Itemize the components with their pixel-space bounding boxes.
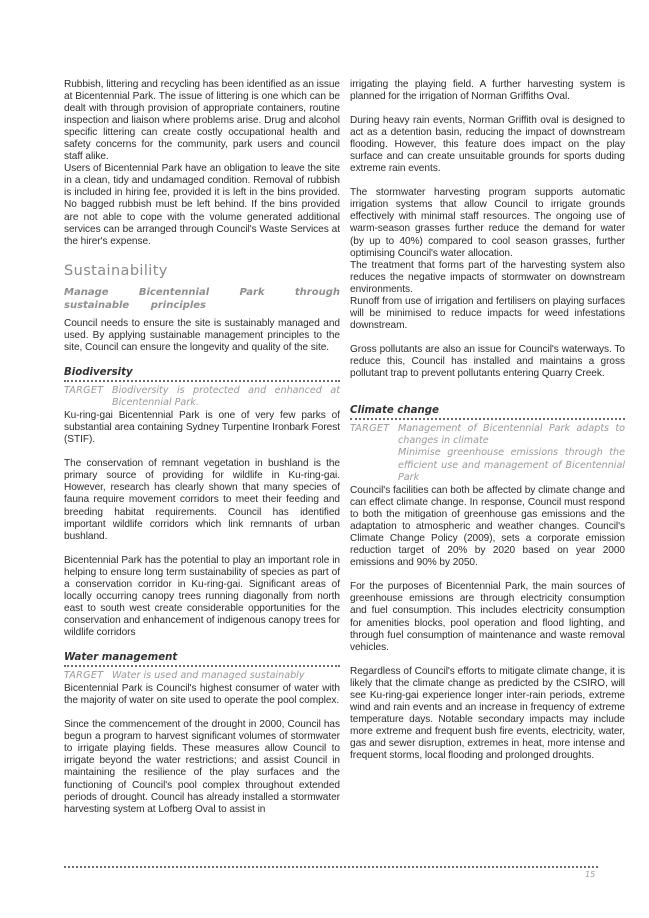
footer-divider (64, 866, 598, 868)
water-continued-paragraph: Runoff from use of irrigation and fertilisers on playing surfaces will be minimised to reduce impacts for weed infestations downstream. (350, 295, 625, 331)
target-label: TARGET (64, 384, 104, 396)
water-management-heading: Water management (64, 651, 340, 667)
biodiversity-paragraph: The conservation of remnant vegetation in bushland is the primary source of providing for wildlife in Ku-ring-gai. However, research has clearly shown that many species of fauna require movement corridors to meet their feeding and breeding habitat requirements. Council has identified important wildlife corridors which link remnants of urban bushland. (64, 458, 340, 542)
sustainability-subtitle: Manage Bicentennial Park through sustainable principles (64, 286, 340, 311)
water-continued-paragraph: The treatment that forms part of the harvesting system also reduces the negative impacts of stormwater on downstream environments. (350, 259, 625, 295)
climate-target (350, 423, 625, 484)
climate-paragraph: For the purposes of Bicentennial Park, the main sources of greenhouse emissions are through electricity consumption and fuel consumption. This includes electricity consumption for amenities blocks, pool operation and flood lighting, and through fuel consumption of maintenance and waste removal vehicles. (350, 581, 625, 653)
target-item: Management of Bicentennial Park adapts to changes in climate (398, 423, 625, 447)
water-paragraph: Since the commencement of the drought in 2000, Council has begun a program to harvest significant volumes of stormwater to irrigate playing fields. These measures allow Council to irrigate beyond the water restrictions; and assist Council in maintaining the resilience of the play surfaces and the functioning of Council's pool complex throughout extended periods of drought. Council has already installed a stormwater harvesting system at Lofberg Oval to assist in (64, 719, 340, 815)
sustainability-title: Sustainability (64, 262, 168, 279)
target-item: Minimise greenhouse emissions through the efficient use and management of Bicentennial Park (398, 447, 625, 483)
water-continued-paragraph: The stormwater harvesting program supports automatic irrigation systems that allow Council to irrigate grounds effectively with minimal staff resources. The ongoing use of warm-season grasses further reduce the demand for water (by up to 40%) compared to cool season grasses, further optimising Council's water allocation. (350, 187, 625, 259)
target-label: TARGET (64, 670, 104, 681)
biodiversity-paragraph: Ku-ring-gai Bicentennial Park is one of very few parks of substantial area containing Sydney Turpentine Ironbark Forest (STIF). (64, 410, 340, 446)
water-continued-paragraph: During heavy rain events, Norman Griffith oval is designed to act as a detention basin, reducing the impact of downstream flooding. However, this feature does impact on the play surface and can create unsuitable grounds for sports duding extreme rain events. (350, 115, 625, 175)
target-item: Water is used and managed sustainably (112, 670, 305, 681)
water-continued-paragraph: Gross pollutants are also an issue for Council's waterways. To reduce this, Council has installed and maintains a gross pollutant trap to prevent pollutants entering Quarry Creek. (350, 343, 625, 379)
biodiversity-paragraph: Bicentennial Park has the potential to play an important role in helping to ensure long term sustainability of species as part of a conservation corridor in Ku-ring-gai. Significant areas of locally occurring canopy trees running diagonally from north east to south west create considerable opportunities for the conservation and enhancement of indigenous canopy trees for wildlife corridors (64, 554, 340, 638)
left-column (64, 79, 340, 816)
page-number: 15 (585, 870, 596, 879)
rubbish-paragraph: Rubbish, littering and recycling has been identified as an issue at Bicentennial Park. The issue of littering is one which can be dealt with through provision of appropriate containers, routine inspection and liaison where problems arise. Drug and alcohol specific littering can create costly occupational health and safety concerns for the community, park users and council staff alike. (64, 79, 340, 163)
users-obligation-paragraph: Users of Bicentennial Park have an obligation to leave the site in a clean, tidy and undamaged condition. Removal of rubbish is included in hiring fee, provided it is left in the bins provided. No bagged rubbish must be left behind. If the bins provided are not able to cope with the volume generated additional services can be arranged through Council's Waste Services at the hirer's expense. (64, 163, 340, 247)
water-target (64, 670, 340, 682)
biodiversity-target (64, 385, 340, 409)
right-column (350, 79, 625, 762)
climate-paragraph: Regardless of Council's efforts to mitigate climate change, it is likely that the climate change as predicted by the CSIRO, will see Ku-ring-gai experience longer inter-rain periods, extreme wind and rain events and an increase in frequency of extreme temperature days. Notable secondary impacts may include more extreme and frequent bush fire events, electricity, water, gas and sewer disruption, extremes in heat, more intense and frequent storms, local flooding and prolonged droughts. (350, 665, 625, 761)
target-item: Biodiversity is protected and enhanced at Bicentennial Park. (112, 384, 340, 408)
climate-change-heading: Climate change (350, 404, 625, 420)
sustainability-paragraph: Council needs to ensure the site is sustainably managed and used. By applying sustainable management principles to the site, Council can ensure the longevity and quality of the site. (64, 317, 340, 353)
target-label: TARGET (350, 423, 390, 435)
water-continued-paragraph: irrigating the playing field. A further harvesting system is planned for the irrigation of Norman Griffiths Oval. (350, 79, 625, 103)
water-paragraph: Bicentennial Park is Council's highest consumer of water with the majority of water on site used to operate the pool complex. (64, 683, 340, 707)
biodiversity-heading: Biodiversity (64, 366, 340, 382)
climate-paragraph: Council's facilities can both be affected by climate change and can effect climate change. In response, Council must respond to both the mitigation of greenhouse gas emissions and the adaptation to atmospheric and weather changes. Council's Climate Change Policy (2009), sets a corporate emission reduction target of 20% by 2020 based on year 2000 emissions and 90% by 2050. (350, 485, 625, 569)
